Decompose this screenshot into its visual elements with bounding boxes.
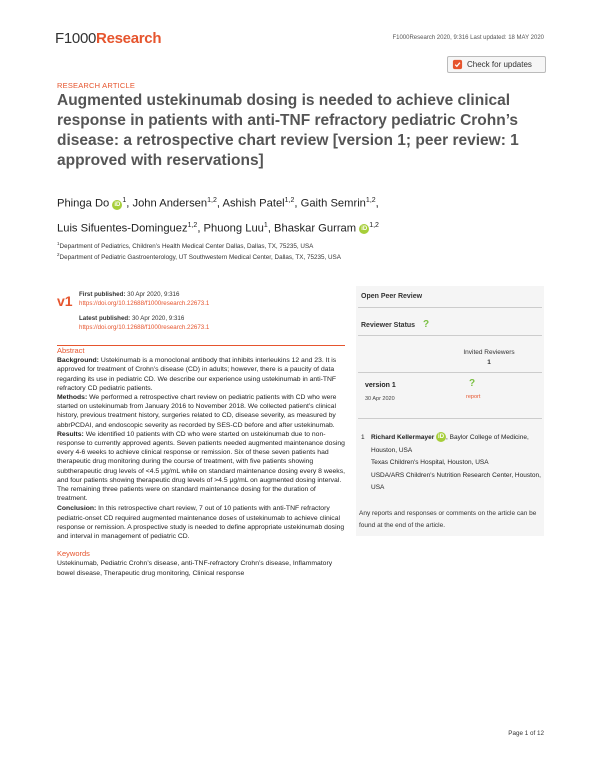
methods-label: Methods:	[57, 394, 88, 402]
panel-divider	[358, 418, 542, 419]
results-label: Results:	[57, 430, 84, 438]
latest-published-date: 30 Apr 2020, 9:316	[131, 315, 185, 322]
abstract-section	[57, 346, 347, 578]
background-text: Ustekinumab is a monoclonal antibody that inhibits interleukins 12 and 23. It is approved for treatment of Crohn’s disease (CD) in adults; however, there is a paucity of data regarding its use in pediatric CD. We describe our experience using ustekinumab in anti-TNF refractory CD pediatric patients.	[57, 357, 337, 392]
logo-prefix: F1000	[55, 30, 97, 47]
orcid-icon[interactable]: iD	[361, 226, 368, 233]
panel-divider	[358, 335, 542, 336]
panel-divider	[358, 307, 542, 308]
keywords-heading: Keywords	[57, 549, 90, 559]
reviewer-affiliation: , Baylor College of Medicine, Houston, USA	[371, 434, 529, 454]
author-affil-sup: 1	[122, 197, 127, 204]
affiliation-text: Department of Pediatric Gastroenterology, UT Southwestern Medical Center, Dallas, TX, 75235, USA	[59, 254, 341, 262]
invited-reviewers-count: 1	[487, 359, 491, 366]
author-name[interactable]: Bhaskar Gurram	[274, 222, 357, 235]
open-peer-review-heading: Open Peer Review	[361, 293, 423, 300]
author-name[interactable]: Luis Sifuentes-Dominguez	[57, 222, 188, 235]
abstract-methods	[57, 393, 347, 430]
check-for-updates-label: Check for updates	[467, 60, 532, 69]
abstract-results	[57, 430, 347, 504]
author-affil-sup: 1,2	[284, 197, 295, 204]
author-affil-sup: 1,2	[365, 197, 376, 204]
orcid-icon[interactable]: iD	[114, 201, 121, 208]
background-label: Background:	[57, 357, 99, 365]
latest-published-label: Latest published:	[79, 315, 131, 322]
reviewer-name[interactable]: Richard Kellermayer	[371, 434, 435, 441]
orcid-icon[interactable]: iD	[438, 434, 445, 440]
review-version-label[interactable]: version 1	[365, 382, 396, 389]
abstract-conclusion	[57, 504, 347, 541]
author-affil-sup: 1	[263, 221, 268, 229]
reports-note: Any reports and responses or comments on the article can be found at the end of the article.	[359, 510, 537, 529]
abstract-heading: Abstract	[57, 346, 85, 355]
author-name[interactable]: Phuong Luu	[203, 222, 264, 235]
reviewer-entry	[361, 432, 545, 495]
reviewer-number: 1	[361, 434, 365, 441]
panel-divider	[358, 372, 542, 373]
reviewer-affiliation: USDA/ARS Children's Nutrition Research Center, Houston, USA	[371, 471, 541, 491]
review-version-date: 30 Apr 2020	[365, 396, 395, 402]
reviewer-affiliation: Texas Children's Hospital, Houston, USA	[371, 459, 489, 466]
author-name[interactable]: Gaith Semrin	[300, 197, 366, 210]
first-published-label: First published:	[79, 291, 126, 298]
article-title: Augmented ustekinumab dosing is needed to achieve clinical response in patients with anti-TNF refractory pediatric Crohn’s disease: a retrospective chart review [version 1; peer review: 1 approved with reservations]	[57, 92, 519, 169]
first-published	[79, 290, 209, 308]
affiliation	[57, 241, 313, 250]
affiliation-number: 1	[57, 241, 60, 246]
methods-text: We performed a retrospective chart review on pediatric patients with CD who were started on ustekinumab from January 2016 to November 2018. We collected patient’s clinical history, previous treatment history, surgeries related to CD, disease severity, as measured by abbrPCDAI, and endoscopic severity as recorded by SES-CD before and after ustekinumab.	[57, 394, 337, 429]
author-name[interactable]: Phinga Do	[57, 197, 110, 210]
check-for-updates-button[interactable]	[447, 56, 546, 73]
article-type: RESEARCH ARTICLE	[57, 81, 136, 90]
report-link[interactable]: report	[466, 394, 481, 400]
citation-header: F1000Research 2020, 9:316 Last updated: 18 MAY 2020	[392, 35, 544, 41]
author-affil-sup: 1,2	[369, 221, 379, 229]
results-text: We identified 10 patients with CD who were started on ustekinumab due to non-response to currently approved agents. Seven patients needed augmented maintenance dosing every 4-6 weeks to achieve clinical response or remission. Six of these seven patients had therapeutic drug monitoring during the course of treatment, with five patients showing subtherapeutic drug levels of <4.5 μg/mL while on standard maintenance dosing every 8 weeks, and four patients showing therapeutic drug levels of >4.5 μg/mL on augmented dosing interval. The remaining three patients were on standard maintenance dosing for the duration of treatment.	[57, 430, 345, 503]
check-updates-icon	[452, 59, 463, 70]
affiliation-text: Department of Pediatrics, Children’s Health Medical Center Dallas, Dallas, TX, 75235, USA	[59, 243, 314, 251]
author-affil-sup: 1,2	[187, 221, 198, 229]
abstract-background	[57, 356, 347, 393]
keywords-text: Ustekinumab, Pediatric Crohn’s disease, anti-TNF-refractory Crohn’s disease, Inflammatory bowel disease, Therapeutic drug monitoring, Clinical response	[57, 560, 333, 577]
author-list: Phinga Do $iD^1$, John Andersen$^{1,2}$, Ashish Patel$^{1,2}$, Gaith Semrin$^{1,2}$, Luis Sifuentes-Dominguez$^{1,2}$, Phuong Luu$^1$, Bhaskar Gurram iD$^{1,2}$	[57, 197, 379, 235]
reviewer-status-label: Reviewer Status	[361, 322, 416, 329]
affiliation-number: 2	[57, 252, 60, 257]
logo-suffix: Research	[96, 30, 162, 47]
affiliation	[57, 252, 341, 261]
latest-published-doi-link[interactable]: https://doi.org/10.12688/f1000research.22673.1	[79, 324, 210, 331]
report-status-icon: ?	[469, 378, 476, 389]
author-affil-sup: 1,2	[207, 197, 217, 204]
conclusion-text: In this retrospective chart review, 7 out of 10 patients with anti-TNF refractory pediatric-onset CD required augmented maintenance doses of ustekinumab to achieve clinical response or remission. A prospective study is needed to define appropriate ustekinumab dosing and interval in management of pediatric CD.	[57, 505, 345, 541]
invited-reviewers	[444, 348, 534, 368]
journal-logo[interactable]	[55, 30, 161, 47]
conclusion-label: Conclusion:	[57, 505, 97, 513]
author-name[interactable]: John Andersen	[132, 197, 208, 210]
first-published-doi-link[interactable]: https://doi.org/10.12688/f1000research.22673.1	[79, 300, 210, 307]
version-badge: v1	[57, 293, 73, 309]
invited-reviewers-label: Invited Reviewers	[463, 349, 515, 356]
latest-published	[79, 314, 209, 332]
author-name[interactable]: Ashish Patel	[222, 197, 285, 210]
status-question-icon: ?	[423, 319, 430, 330]
first-published-date: 30 Apr 2020, 9:316	[127, 291, 180, 298]
page-number: Page 1 of 12	[508, 730, 544, 737]
reviewer-status	[361, 319, 429, 330]
